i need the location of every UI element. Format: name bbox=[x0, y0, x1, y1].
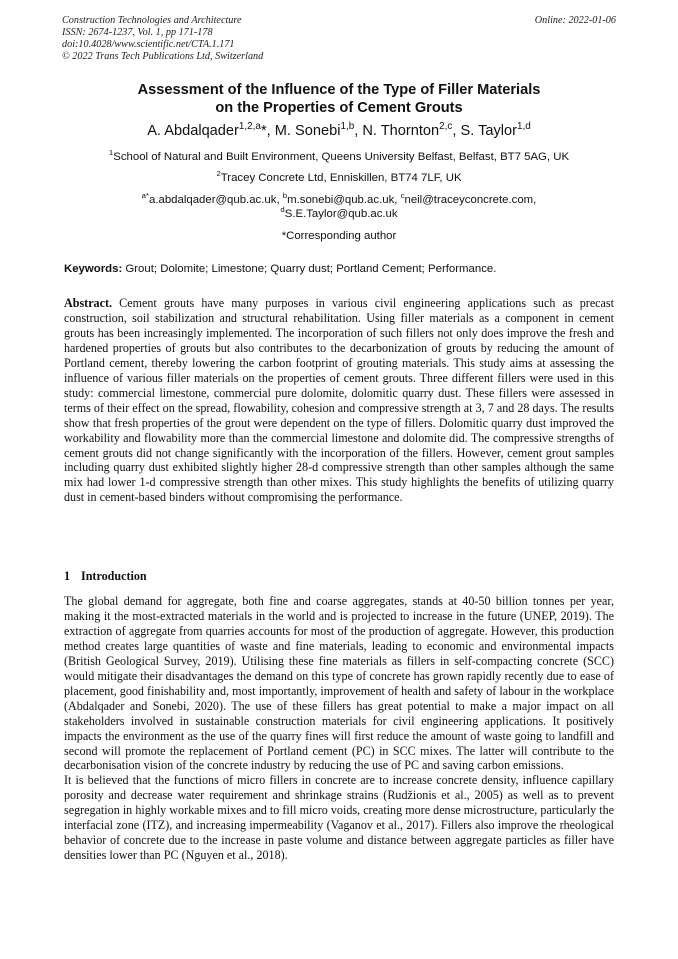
section-number: 1 bbox=[64, 569, 71, 583]
author-sup: 2,c bbox=[439, 121, 453, 133]
abstract-label: Abstract. bbox=[64, 296, 113, 310]
email-link[interactable]: S.E.Taylor@qub.ac.uk bbox=[284, 208, 398, 220]
online-date: Online: 2022-01-06 bbox=[534, 15, 616, 26]
section-heading bbox=[64, 569, 147, 584]
affiliation-text: School of Natural and Built Environment, Queens University Belfast, Belfast, BT7 5AG, UK bbox=[113, 151, 570, 163]
email-sup: c bbox=[400, 191, 405, 201]
author-name: M. Sonebi bbox=[274, 123, 341, 139]
section-title: Introduction bbox=[81, 569, 147, 583]
affiliation-sup: 2 bbox=[216, 169, 221, 179]
keywords-label: Keywords: bbox=[64, 263, 123, 275]
corresponding-author-note: *Corresponding author bbox=[281, 230, 397, 242]
email-line-2 bbox=[0, 207, 678, 221]
author-name: N. Thornton bbox=[362, 123, 440, 139]
issn-line: ISSN: 2674-1237, Vol. 1, pp 171-178 bbox=[62, 27, 213, 38]
paragraph: It is believed that the functions of micro fillers in concrete are to increase concrete density, influence capillary porosity and decrease water requirement and shrinkage strains (Rudžionis et al., 2005) as well as to prevent segregation in highly workable mixes and to fill micro voids, creating more dense microstructure, particularly the interfacial zone (ITZ), and increasing impermeability (Vaganov et al., 2017). Fillers also improve the rheological behavior of concrete due to the increase in paste volume and distance between aggregate particles as filler have densities lower than PC (Nguyen et al., 2018). bbox=[64, 773, 614, 863]
email-sup: d bbox=[280, 205, 285, 215]
email-sup: a* bbox=[141, 191, 149, 201]
keywords bbox=[64, 262, 614, 276]
author-mark: *, bbox=[260, 123, 275, 139]
affiliation-2 bbox=[0, 171, 678, 185]
paper-title bbox=[0, 81, 678, 117]
affiliation-sup: 1 bbox=[108, 148, 114, 158]
affiliation-text: Tracey Concrete Ltd, Enniskillen, BT74 7LF, UK bbox=[220, 172, 462, 184]
journal-name: Construction Technologies and Architecture bbox=[62, 15, 242, 26]
introduction-body bbox=[64, 594, 614, 863]
title-line-2: on the Properties of Cement Grouts bbox=[215, 100, 463, 116]
author-sup: 1,b bbox=[340, 121, 355, 133]
keywords-text: Grout; Dolomite; Limestone; Quarry dust; Portland Cement; Performance. bbox=[122, 263, 497, 275]
author-name: A. Abdalqader bbox=[147, 123, 239, 139]
email-link[interactable]: a.abdalqader@qub.ac.uk, bbox=[148, 194, 283, 206]
author-mark: , bbox=[452, 123, 461, 139]
email-list bbox=[0, 193, 678, 221]
abstract-text: Cement grouts have many purposes in various civil engineering applications such as precast construction, soil stabilization and structural rehabilitation. Using filler materials as a component in cement grouts has been increasingly implemented. The incorporation of such fillers not only does improve the fresh and hardened properties of grouts but also contributes to the decarbonization of grouts by reducing the amount of Portland cement, thereby lowering the carbon footprint of grouting materials. This study aims at assessing the influence of various filler materials on the properties of cement grouts. Three different fillers were used in this study: commercial limestone, commercial pure dolomite, dolomitic quarry dust. These fillers were assessed in terms of their effect on the spread, flowability, cohesion and compressive strength at 3, 7 and 28 days. The results show that fresh properties of the grout were dependent on the type of fillers. Dolomitic quarry dust improved the workability and flowability more than the commercial limestone and dolomite did. The compressive strengths of cement grouts did not change significantly with the incorporation of the fillers. However, cement grout samples including quarry dust exhibited slightly higher 28-d compressive strength than other samples although the same mix had lower 1-d compressive strength than other mixes. This study highlights the benefits of utilizing quarry dust in cement-based binders without compromising the performance. bbox=[64, 296, 614, 505]
copyright-line: © 2022 Trans Tech Publications Ltd, Switzerland bbox=[62, 51, 264, 62]
title-line-1: Assessment of the Influence of the Type of Filler Materials bbox=[137, 82, 541, 98]
email-link[interactable]: m.sonebi@qub.ac.uk, bbox=[287, 194, 401, 206]
affiliation-1 bbox=[0, 150, 678, 164]
doi-line: doi:10.4028/www.scientific.net/CTA.1.171 bbox=[62, 39, 235, 50]
email-line-1 bbox=[0, 193, 678, 207]
author-list bbox=[0, 122, 678, 140]
email-link[interactable]: neil@traceyconcrete.com, bbox=[404, 194, 537, 206]
abstract bbox=[64, 296, 614, 505]
author-name: S. Taylor bbox=[460, 123, 517, 139]
author-mark: , bbox=[354, 123, 363, 139]
journal-header bbox=[62, 15, 263, 63]
author-sup: 1,d bbox=[517, 121, 531, 133]
author-sup: 1,2,a bbox=[238, 121, 261, 133]
email-sup: b bbox=[282, 191, 288, 201]
paragraph: The global demand for aggregate, both fine and coarse aggregates, stands at 40-50 billion tonnes per year, making it the most-extracted materials in the world and is projected to increase in the future (UNEP, 2019). The extraction of aggregate from quarries accounts for most of the production of aggregate. However, this production method creates large quantities of waste and fine materials, leading to economic and environmental impacts (British Geological Survey, 2019). Utilising these fine materials as fillers in self-compacting concrete (SCC) would mitigate their disadvantages the demand on this type of concrete has grown rapidly recently due to ease of placement, good finishability and, most importantly, improvement of health and safety of labour in the workplace (Abdalqader and Sonebi, 2020). The use of these fillers has great potential to make a major impact on all stakeholders involved in sustainable construction materials for civil engineering applications. It positively impacts the environment as the use of the quarry fines will first reduce the amount of waste going to landfill and second will promote the replacement of Portland cement (PC) in SCC mixes. The latter will contribute to the decarbonisation vision of the concrete industry by reducing the use of PC and saving carbon emissions. bbox=[64, 594, 614, 773]
